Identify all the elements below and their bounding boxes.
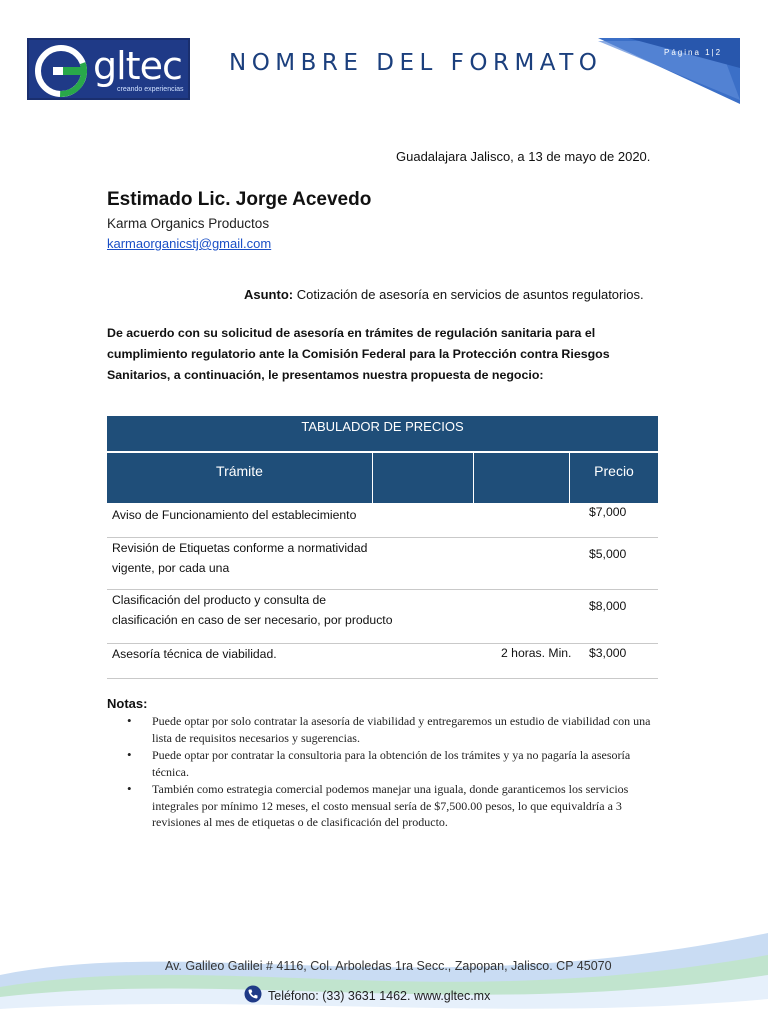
document-title: NOMBRE DEL FORMATO: [229, 50, 603, 76]
phone-icon: [244, 985, 262, 1003]
subject-label: Asunto:: [244, 287, 294, 302]
notes-list: [107, 713, 659, 832]
price-table: [107, 416, 658, 679]
note-item: • Puede optar por contratar la consultoria para la obtención de los trámites y ya no pagaría la asesoría técnica.: [107, 747, 659, 780]
row-price: $5,000: [589, 547, 627, 561]
recipient-company: Karma Organics Productos: [107, 216, 270, 231]
column-header-blank-1: [372, 453, 473, 503]
footer-address: Av. Galileo Galilei # 4116, Col. Arboledas 1ra Secc., Zapopan, Jalisco. CP 45070: [165, 959, 612, 973]
logo-wordmark: gltec: [93, 44, 182, 88]
recipient-email-link[interactable]: karmaorganicstj@gmail.com: [107, 236, 272, 251]
logo-tagline: creando experiencias: [117, 86, 184, 93]
row-description: Revisión de Etiquetas conforme a normatividad: [112, 541, 368, 555]
note-item: • Puede optar por solo contratar la asesoría de viabilidad y entregaremos un estudio de viabilidad con una lista de requisitos necesarios y sugerencias.: [107, 713, 659, 746]
column-header-precio: Precio: [569, 453, 658, 503]
date-line: Guadalajara Jalisco, a 13 de mayo de 2020.: [396, 149, 651, 164]
table-row: [107, 503, 658, 538]
column-header-blank-2: [473, 453, 569, 503]
table-row: [107, 590, 658, 644]
row-price: $8,000: [589, 599, 627, 613]
table-row: [107, 538, 658, 590]
row-price: $3,000: [589, 646, 627, 660]
table-title: TABULADOR DE PRECIOS: [107, 416, 658, 451]
page-number: Página 1|2: [664, 48, 723, 57]
note-item: • También como estrategia comercial podemos manejar una iguala, donde garanticemos los servicios integrales por mínimo 12 meses, el costo mensual sería de $7,500.00 pesos, lo que equivaldría a 3 revisiones al mes de etiquetas o de clasificación del producto.: [107, 781, 659, 831]
row-note: 2 horas. Min.: [501, 646, 572, 660]
row-description: Clasificación del producto y consulta de: [112, 593, 327, 607]
intro-paragraph: De acuerdo con su solicitud de asesoría en trámites de regulación sanitaria para el cumplimiento regulatorio ante la Comisión Federal para la Protección contra Riesgos Sanitarios, a continuación, le presentamos nuestra propuesta de negocio:: [107, 326, 610, 382]
footer-phone-website: Teléfono: (33) 3631 1462. www.gltec.mx: [268, 989, 491, 1003]
row-price: $7,000: [589, 505, 627, 519]
row-description-line2: vigente, por cada una: [112, 561, 230, 575]
company-logo: [27, 38, 190, 100]
column-header-tramite: Trámite: [216, 463, 263, 479]
gltec-logo-icon: [35, 45, 87, 97]
table-header-row: [107, 451, 658, 503]
row-description-line2: clasificación en caso de ser necesario, por producto: [112, 613, 393, 627]
table-row: [107, 644, 658, 679]
salutation: Estimado Lic. Jorge Acevedo: [107, 189, 372, 210]
subject-text: Cotización de asesoría en servicios de asuntos regulatorios.: [296, 287, 644, 302]
notes-heading: Notas:: [107, 696, 148, 711]
row-description: Aviso de Funcionamiento del establecimiento: [112, 508, 357, 522]
row-description: Asesoría técnica de viabilidad.: [112, 647, 277, 661]
subject-line: [244, 287, 644, 302]
